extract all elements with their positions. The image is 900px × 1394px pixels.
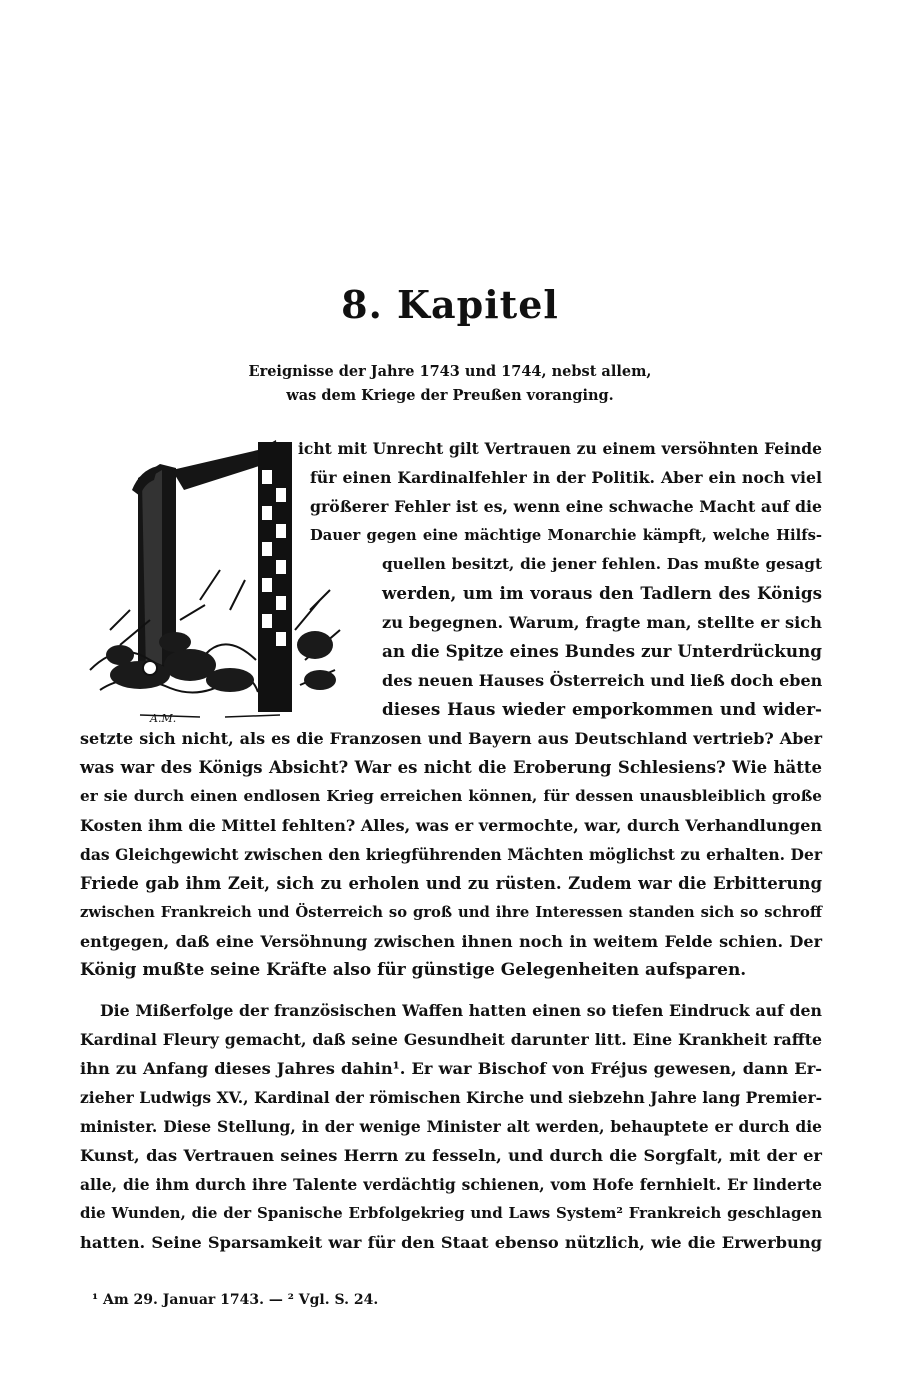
text-line: des neuen Hauses Österreich und ließ doch eben (382, 671, 823, 690)
text-line: hatten. Seine Sparsamkeit war für den Staat ebenso nützlich, wie die Erwerbung (80, 1233, 822, 1252)
text-line: für einen Kardinalfehler in der Politik. Aber ein noch viel (310, 468, 822, 487)
text-line: ihn zu Anfang dieses Jahres dahin¹. Er war Bischof von Fréjus gewesen, dann Er- (80, 1059, 822, 1078)
text-line: an die Spitze eines Bundes zur Unterdrückung (382, 641, 822, 661)
text-line: größerer Fehler ist es, wenn eine schwache Macht auf die (310, 497, 822, 516)
chapter-subtitle (0, 360, 900, 408)
subtitle-line: Ereignisse der Jahre 1743 und 1744, nebst allem, (248, 363, 652, 380)
text-line: quellen besitzt, die jener fehlen. Das mußte gesagt (382, 555, 822, 573)
chapter-title: 8. Kapitel (341, 282, 559, 327)
illustrator-signature: A.M. (150, 712, 177, 725)
text-line: entgegen, daß eine Versöhnung zwischen ihnen noch in weitem Felde schien. Der (80, 932, 822, 951)
text-line: zwischen Frankreich und Österreich so groß und ihre Interessen standen sich so schroff (80, 904, 822, 921)
text-line: alle, die ihm durch ihre Talente verdächtig schienen, vom Hofe fernhielt. Er linderte (80, 1175, 822, 1194)
text-line: minister. Diese Stellung, in der wenige Minister alt werden, behauptete er durch die (80, 1117, 822, 1136)
text-line: dieses Haus wieder emporkommen und wider- (382, 699, 822, 719)
text-line: zu begegnen. Warum, fragte man, stellte er sich (382, 613, 822, 632)
text-line: König mußte seine Kräfte also für günstige Gelegenheiten aufsparen. (80, 960, 747, 980)
text-line: setzte sich nicht, als es die Franzosen und Bayern aus Deutschland vertrieb? Aber (80, 729, 822, 748)
text-line: die Wunden, die der Spanische Erbfolgekrieg und Laws System² Frankreich geschlagen (80, 1204, 822, 1222)
text-line: Friede gab ihm Zeit, sich zu erholen und zu rüsten. Zudem war die Erbitterung (80, 874, 822, 893)
text-line: Kunst, das Vertrauen seines Herrn zu fesseln, und durch die Sorgfalt, mit der er (80, 1146, 822, 1165)
text-line: Die Mißerfolge der französischen Waffen hatten einen so tiefen Eindruck auf den (100, 1001, 822, 1020)
text-line: Dauer gegen eine mächtige Monarchie kämpft, welche Hilfs- (310, 527, 822, 544)
text-line: icht mit Unrecht gilt Vertrauen zu einem versöhnten Feinde (298, 439, 822, 458)
text-line: Kardinal Fleury gemacht, daß seine Gesundheit darunter litt. Eine Krankheit raffte (80, 1030, 822, 1049)
text-line: er sie durch einen endlosen Krieg erreichen können, für dessen unausbleiblich große (80, 787, 822, 805)
text-line: Kosten ihm die Mittel fehlten? Alles, was er vermochte, war, durch Verhandlungen (80, 816, 822, 835)
text-line: zieher Ludwigs XV., Kardinal der römischen Kirche und siebzehn Jahre lang Premier- (80, 1088, 823, 1107)
text-line: das Gleichgewicht zwischen den kriegführenden Mächten möglichst zu erhalten. Der (80, 845, 822, 864)
text-line: was war des Königs Absicht? War es nicht die Eroberung Schlesiens? Wie hätte (80, 758, 822, 777)
footnotes: ¹ Am 29. Januar 1743. — ² Vgl. S. 24. (92, 1292, 379, 1308)
subtitle-line: was dem Kriege der Preußen voranging. (286, 387, 614, 404)
text-line: werden, um im voraus den Tadlern des Königs (382, 583, 822, 603)
